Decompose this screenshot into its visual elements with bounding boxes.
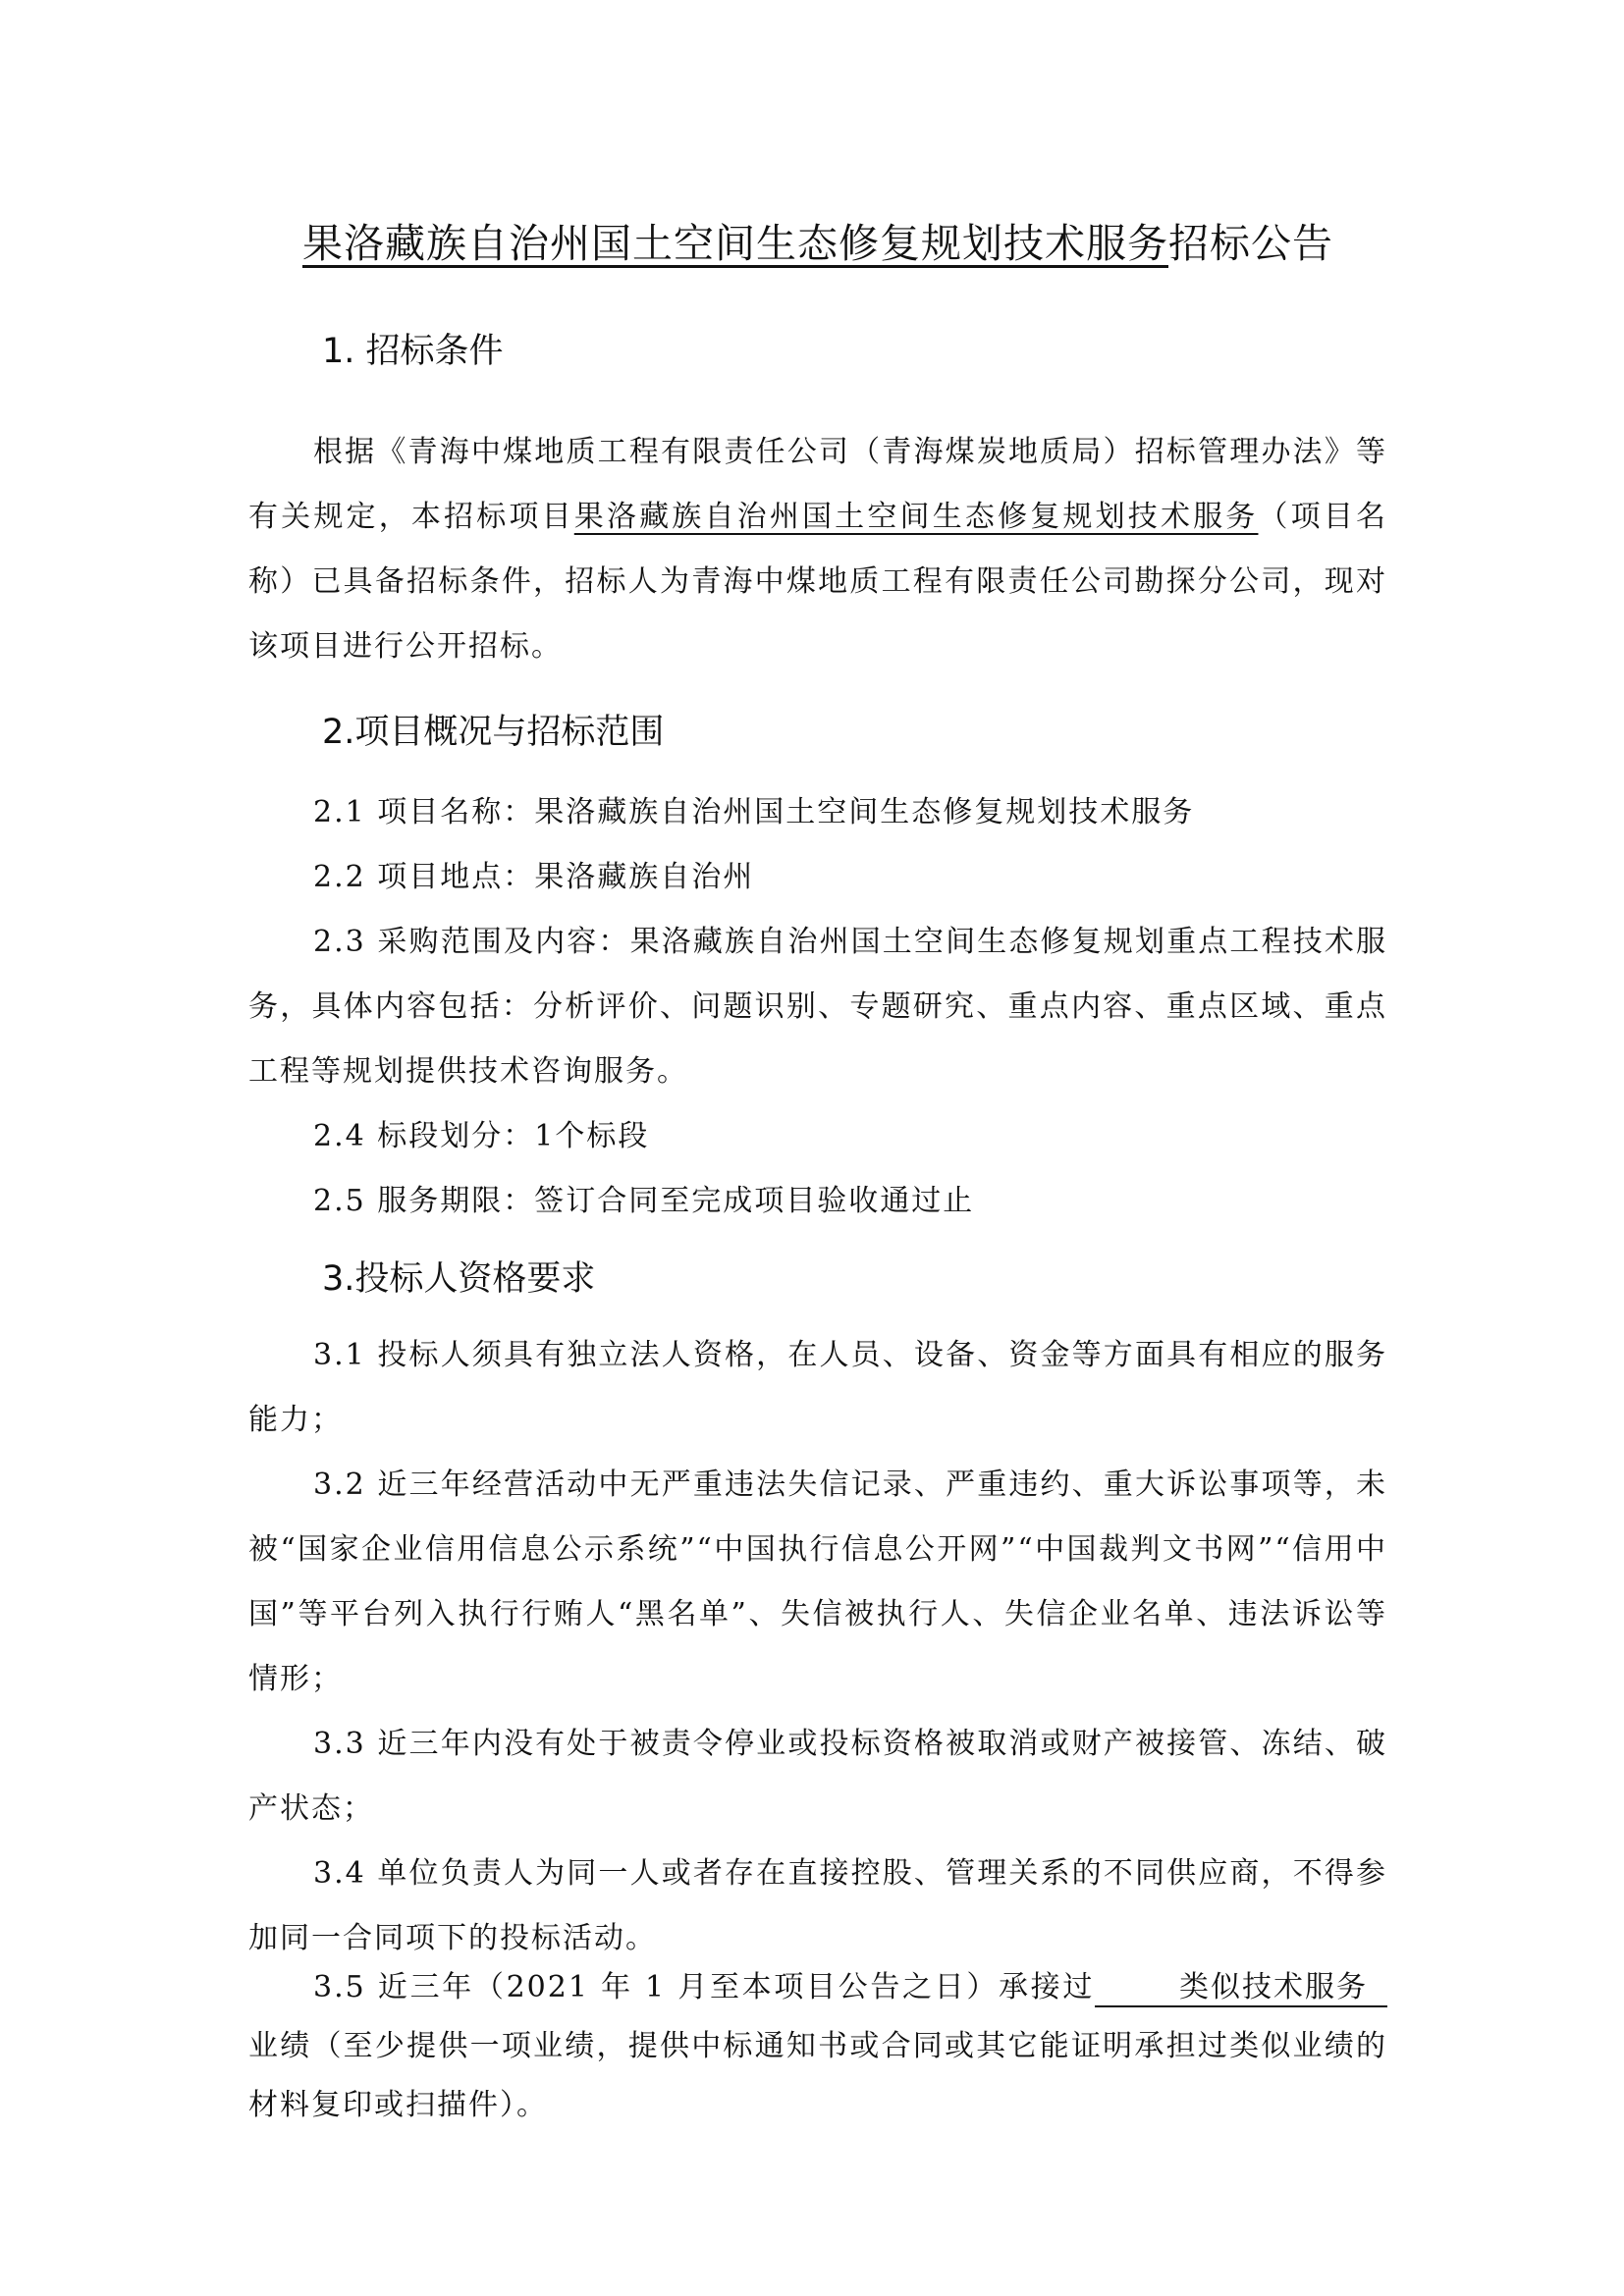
item-2-1: 2.1 项目名称：果洛藏族自治州国土空间生态修复规划技术服务 (313, 795, 1195, 829)
item-2-2: 2.2 项目地点：果洛藏族自治州 (313, 860, 755, 894)
item-3-1: 3.1 投标人须具有独立法人资格，在人员、设备、资金等方面具有相应的服务能力； (248, 1338, 1387, 1437)
item-3-3: 3.3 近三年内没有处于被责令停业或投标资格被取消或财产被接管、冻结、破产状态； (248, 1727, 1387, 1826)
paragraph-text: 业绩（至少提供一项业绩，提供中标通知书或合同或其它能证明承担过类似业绩的材料复印或扫描件）。 (248, 2029, 1387, 2122)
paragraph-text: 3.5 近三年（2021 年 1 月至本项目公告之日）承接过 (313, 1970, 1095, 2004)
item-2-4: 2.4 标段划分：1个标段 (313, 1119, 650, 1153)
item-3-2: 3.2 近三年经营活动中无严重违法失信记录、严重违约、重大诉讼事项等，未被“国家企业信用信息公示系统”“中国执行信息公开网”“中国裁判文书网”“信用中国”等平台列入执行行贿人“黑名单”、失信被执行人、失信企业名单、违法诉讼等情形； (248, 1468, 1387, 1696)
item-2-3: 2.3 采购范围及内容：果洛藏族自治州国土空间生态修复规划重点工程技术服务，具体内容包括：分析评价、问题识别、专题研究、重点内容、重点区域、重点工程等规划提供技术咨询服务。 (248, 925, 1387, 1089)
section-1-paragraph (248, 420, 1387, 679)
item-3-5 (248, 1958, 1387, 2135)
item-2-5: 2.5 服务期限：签订合同至完成项目验收通过止 (313, 1184, 975, 1218)
fill-in-blank: 类似技术服务 (1095, 1970, 1387, 2007)
title-project-name: 果洛藏族自治州国土空间生态修复规划技术服务 (302, 220, 1168, 267)
section-3-heading: 3.投标人资格要求 (322, 1259, 596, 1299)
title-suffix: 招标公告 (1168, 220, 1333, 267)
item-3-4: 3.4 单位负责人为同一人或者存在直接控股、管理关系的不同供应商，不得参加同一合同项下的投标活动。 (248, 1856, 1387, 1955)
underlined-project-name: 果洛藏族自治州国土空间生态修复规划技术服务 (573, 500, 1259, 534)
document-title (248, 211, 1387, 269)
paragraph-text: （项目名称）已具备招标条件，招标人为青海中煤地质工程有限责任公司勘探分公司，现对该项目进行公开招标。 (248, 500, 1388, 664)
section-1-heading: 1. 招标条件 (322, 332, 504, 371)
section-2-heading: 2.项目概况与招标范围 (322, 713, 665, 752)
paragraph-text: 根据《青海中煤地质工程有限责任公司（青海煤炭地质局）招标管理办法》等有关规定，本招标项目 (248, 435, 1387, 534)
